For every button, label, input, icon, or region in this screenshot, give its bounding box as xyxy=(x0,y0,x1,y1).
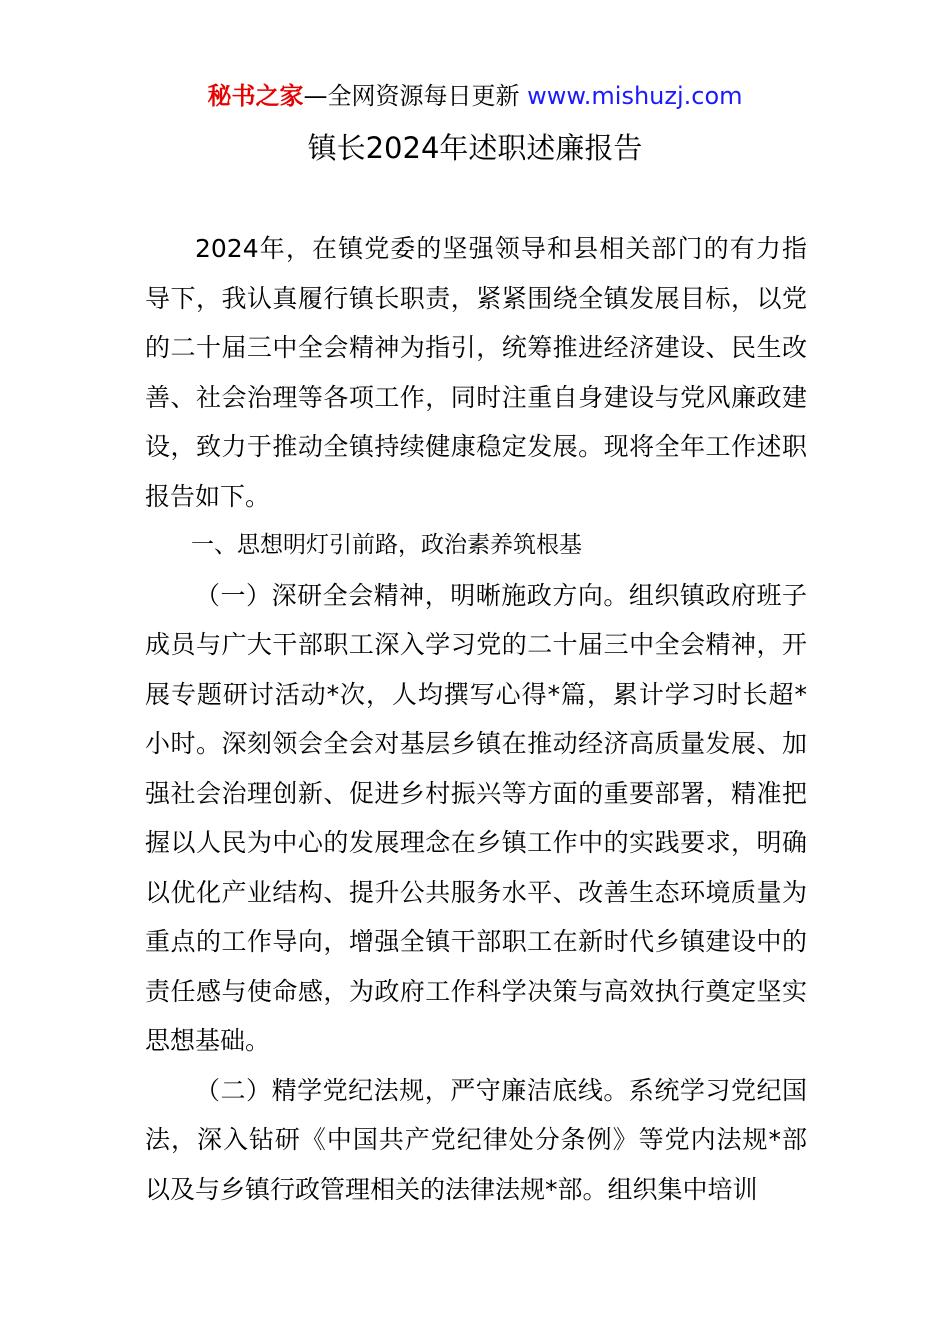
site-header xyxy=(0,80,950,112)
site-brand: 秘书之家 xyxy=(207,82,304,110)
site-url-link[interactable]: www.mishuzj.com xyxy=(527,82,743,110)
section-paragraph-2: （二）精学党纪法规，严守廉洁底线。系统学习党纪国法，深入钻研《中国共产党纪律处分条例》等党内法规*部以及与乡镇行政管理相关的法律法规*部。组织集中培训 xyxy=(145,1075,807,1204)
section-heading: 一、思想明灯引前路，政治素养筑根基 xyxy=(191,532,582,558)
site-tagline: —全网资源每日更新 xyxy=(303,82,528,110)
intro-paragraph: 2024年，在镇党委的坚强领导和县相关部门的有力指导下，我认真履行镇长职责，紧紧围绕全镇发展目标，以党的二十届三中全会精神为指引，统筹推进经济建设、民生改善、社会治理等各项工作，同时注重自身建设与党风廉政建设，致力于推动全镇持续健康稳定发展。现将全年工作述职报告如下。 xyxy=(145,234,807,511)
document-title: 镇长2024年述职述廉报告 xyxy=(307,131,643,165)
document-body xyxy=(145,224,807,1214)
section-paragraph-1: （一）深研全会精神，明晰施政方向。组织镇政府班子成员与广大干部职工深入学习党的二十届三中全会精神，开展专题研讨活动*次，人均撰写心得*篇，累计学习时长超*小时。深刻领会全会对基层乡镇在推动经济高质量发展、加强社会治理创新、促进乡村振兴等方面的重要部署，精准把握以人民为中心的发展理念在乡镇工作中的实践要求，明确以优化产业结构、提升公共服务水平、改善生态环境质量为重点的工作导向，增强全镇干部职工在新时代乡镇建设中的责任感与使命感，为政府工作科学决策与高效执行奠定坚实思想基础。 xyxy=(145,580,807,1055)
